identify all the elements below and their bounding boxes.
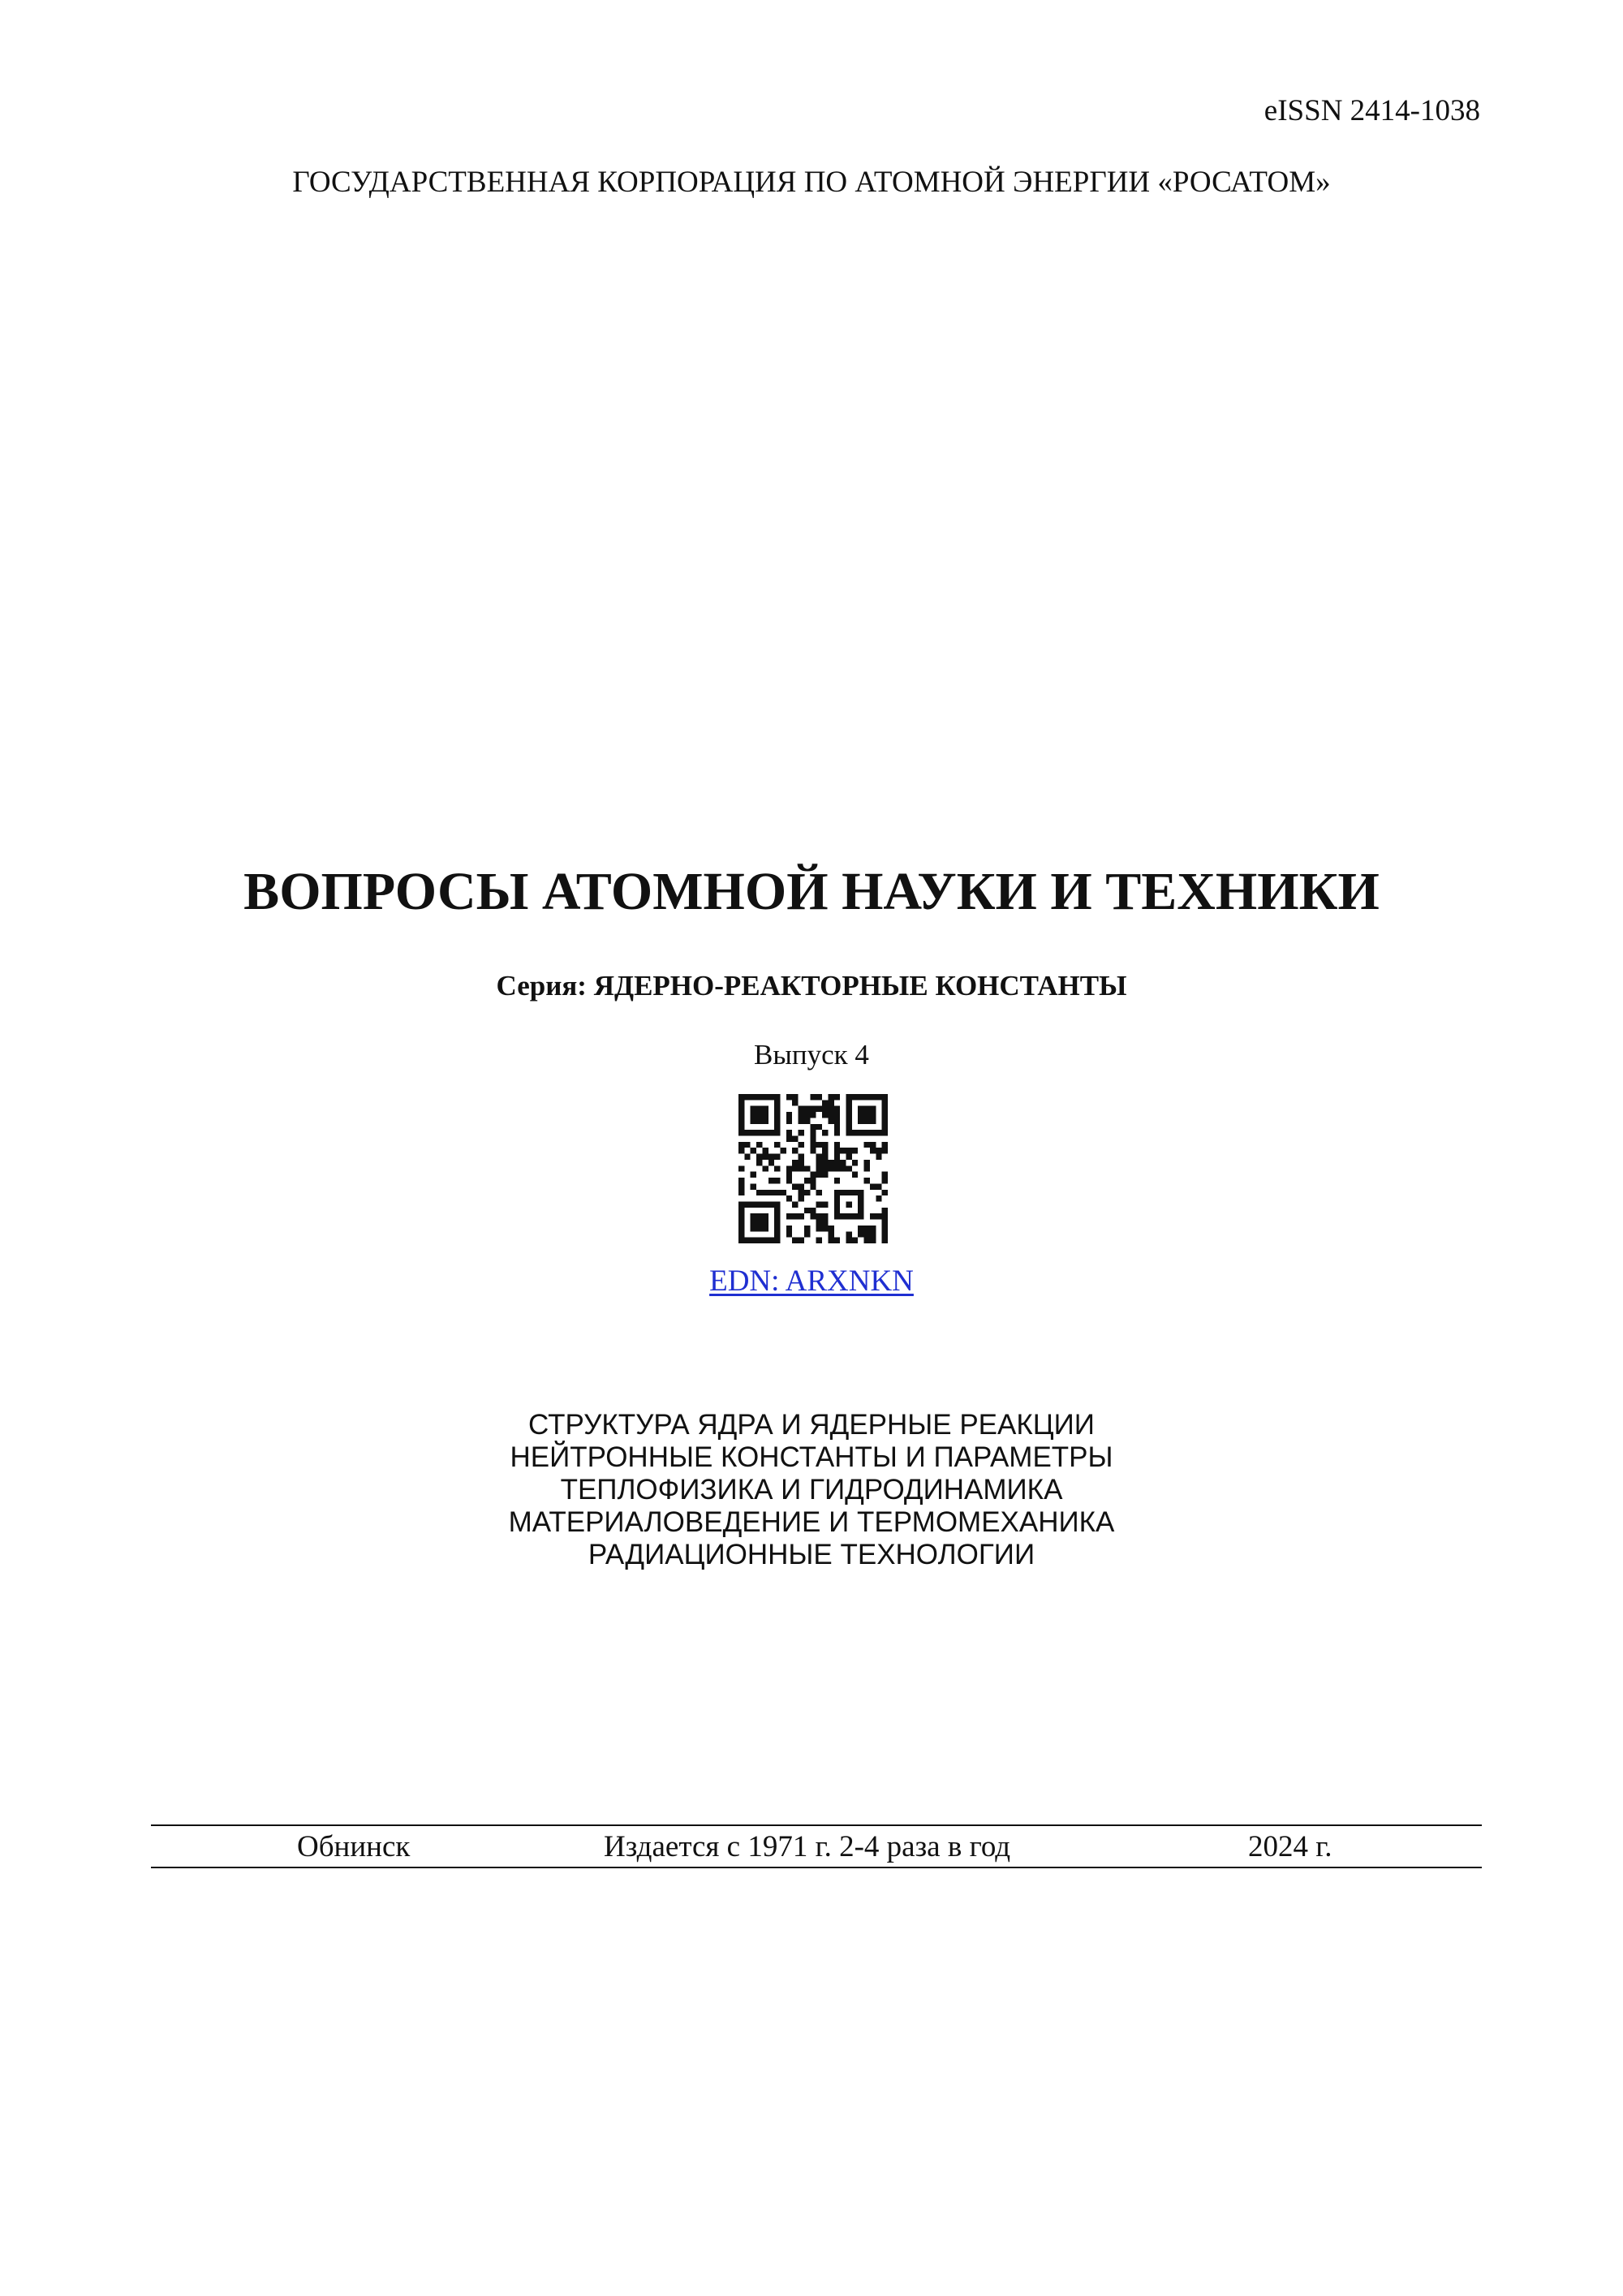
footer-rule-bottom (151, 1867, 1482, 1868)
footer-year: 2024 г. (1248, 1830, 1332, 1863)
issue-label: Выпуск 4 (754, 1039, 869, 1070)
section-item: РАДИАЦИОННЫЕ ТЕХНОЛОГИИ (588, 1539, 1035, 1570)
sections-list (0, 1409, 1623, 1571)
section-item: СТРУКТУРА ЯДРА И ЯДЕРНЫЕ РЕАКЦИИ (528, 1409, 1095, 1441)
section-item: МАТЕРИАЛОВЕДЕНИЕ И ТЕРМОМЕХАНИКА (508, 1506, 1115, 1538)
journal-title: ВОПРОСЫ АТОМНОЙ НАУКИ И ТЕХНИКИ (243, 862, 1380, 921)
edn-line (0, 1266, 1623, 1296)
issn-label: eISSN 2414-1038 (1264, 94, 1480, 127)
section-item: НЕЙТРОННЫЕ КОНСТАНТЫ И ПАРАМЕТРЫ (510, 1441, 1113, 1473)
edn-link[interactable]: EDN: ARXNKN (709, 1264, 914, 1298)
qr-code-icon (738, 1094, 888, 1243)
series-label: Серия: ЯДЕРНО-РЕАКТОРНЫЕ КОНСТАНТЫ (496, 970, 1127, 1002)
corporation-name: ГОСУДАРСТВЕННАЯ КОРПОРАЦИЯ ПО АТОМНОЙ ЭНЕРГИИ «РОСАТОМ» (292, 166, 1331, 199)
footer-city: Обнинск (297, 1830, 411, 1863)
section-item: ТЕПЛОФИЗИКА И ГИДРОДИНАМИКА (560, 1474, 1063, 1506)
footer-rule-top (151, 1824, 1482, 1826)
footer-frequency: Издается с 1971 г. 2-4 раза в год (604, 1830, 1011, 1863)
